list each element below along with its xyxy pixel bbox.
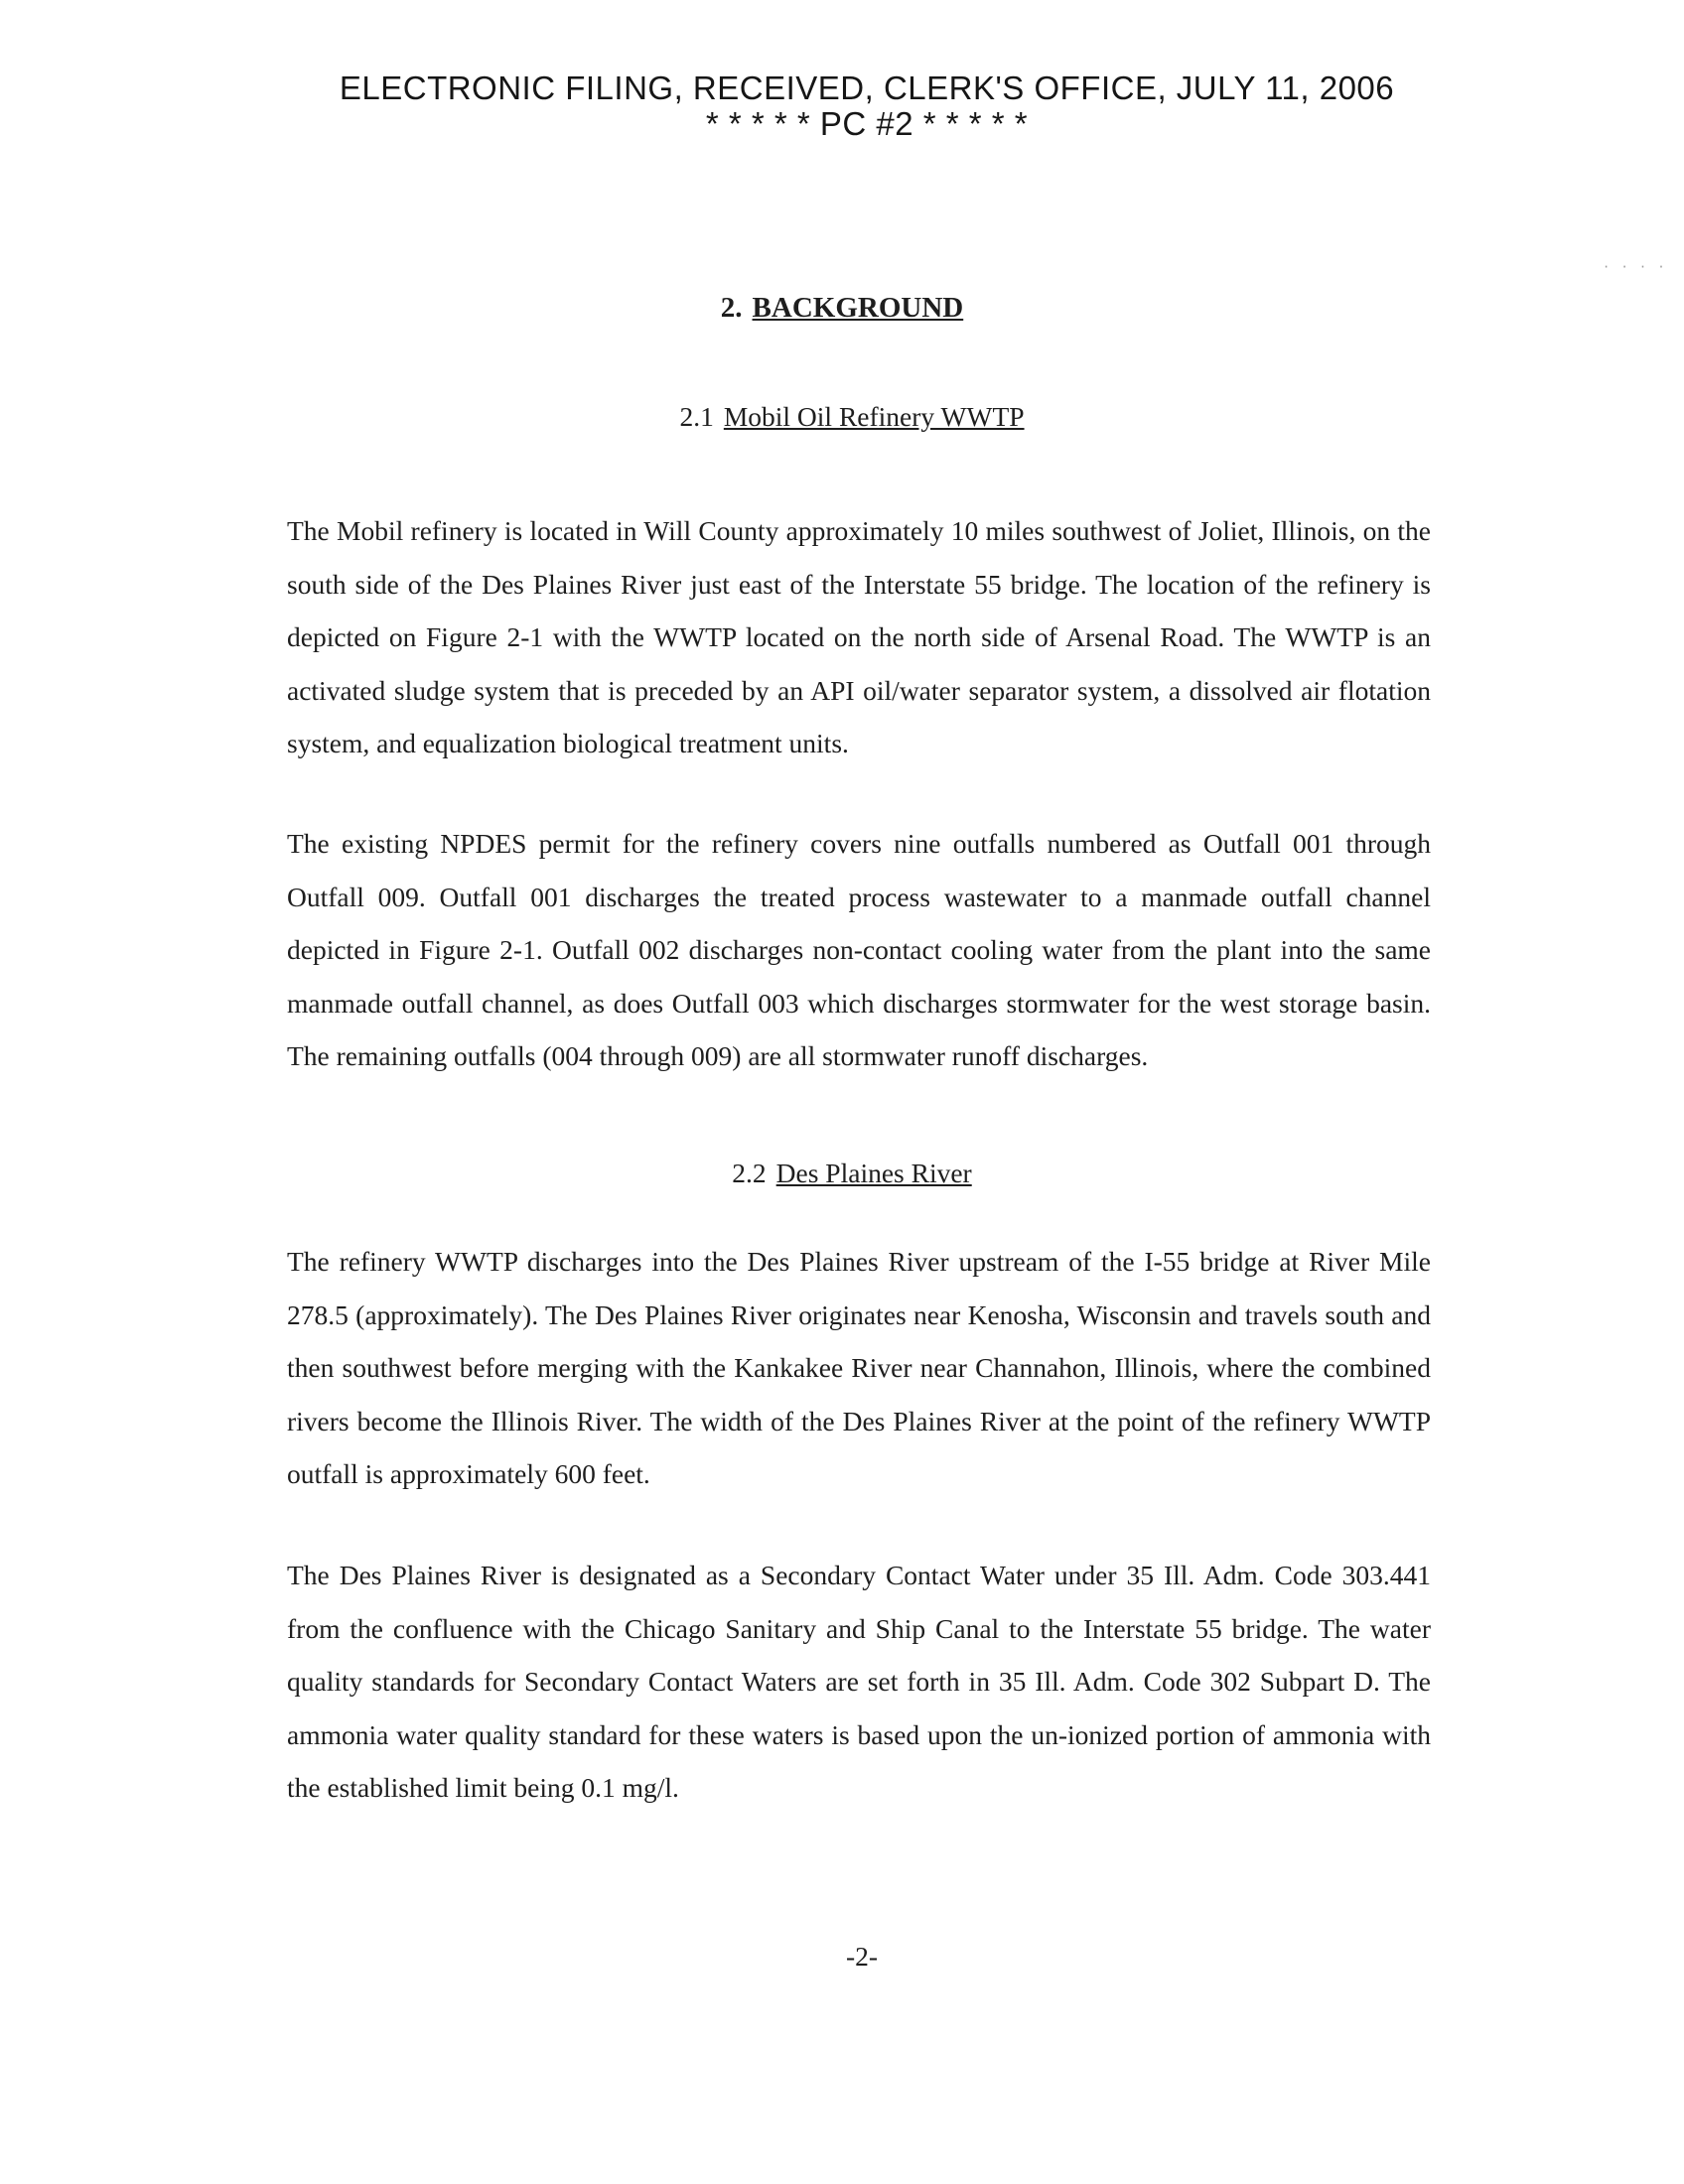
filing-stamp-line: ELECTRONIC FILING, RECEIVED, CLERK'S OFFICE, JULY 11, 2006	[339, 69, 1395, 106]
paragraph-water-quality-standards: The Des Plaines River is designated as a Secondary Contact Water under 35 Ill. Adm. Code 303.441 from the confluence with the Chicago Sanitary and Ship Canal to the Interstate 55 bridge. The water quality standards for Secondary Contact Waters are set forth in 35 Ill. Adm. Code 302 Subpart D. The ammonia water quality standard for these waters is based upon the un-ionized portion of ammonia with the established limit being 0.1 mg/l.	[287, 1560, 1431, 1803]
paragraph-river-description: The refinery WWTP discharges into the Des Plaines River upstream of the I-55 bridge at River Mile 278.5 (approximately). The Des Plaines River originates near Kenosha, Wisconsin and travels south and then southwest before merging with the Kankakee River near Channahon, Illinois, where the combined rivers become the Illinois River. The width of the Des Plaines River at the point of the refinery WWTP outfall is approximately 600 feet.	[287, 1246, 1431, 1489]
subsection-heading-2-2	[10, 1158, 1684, 1189]
section-number: 2.	[720, 292, 743, 324]
section-heading	[0, 292, 1684, 325]
subsection-number: 2.2	[732, 1158, 767, 1188]
subsection-heading-2-1	[10, 401, 1684, 433]
paragraph-npdes-permit: The existing NPDES permit for the refinery covers nine outfalls numbered as Outfall 001 through Outfall 009. Outfall 001 discharges the treated process wastewater to a manmade outfall channel depicted in Figure 2-1. Outfall 002 discharges non-contact cooling water from the plant into the same manmade outfall channel, as does Outfall 003 which discharges stormwater for the west storage basin. The remaining outfalls (004 through 009) are all stormwater runoff discharges.	[287, 828, 1431, 1071]
scan-artifact: · · · ·	[1603, 260, 1667, 274]
subsection-title: Mobil Oil Refinery WWTP	[723, 401, 1025, 432]
section-title: BACKGROUND	[752, 292, 964, 324]
public-comment-number: * * * * * PC #2 * * * * *	[705, 105, 1029, 142]
subsection-title: Des Plaines River	[775, 1158, 972, 1188]
page-number: -2-	[845, 1941, 879, 1972]
paragraph-refinery-location: The Mobil refinery is located in Will County approximately 10 miles southwest of Joliet, Illinois, on the south side of the Des Plaines River just east of the Interstate 55 bridge. The location of the refinery is depicted on Figure 2-1 with the WWTP located on the north side of Arsenal Road. The WWTP is an activated sludge system that is preceded by an API oil/water separator system, a dissolved air flotation system, and equalization biological treatment units.	[287, 515, 1431, 758]
subsection-number: 2.1	[679, 401, 714, 432]
